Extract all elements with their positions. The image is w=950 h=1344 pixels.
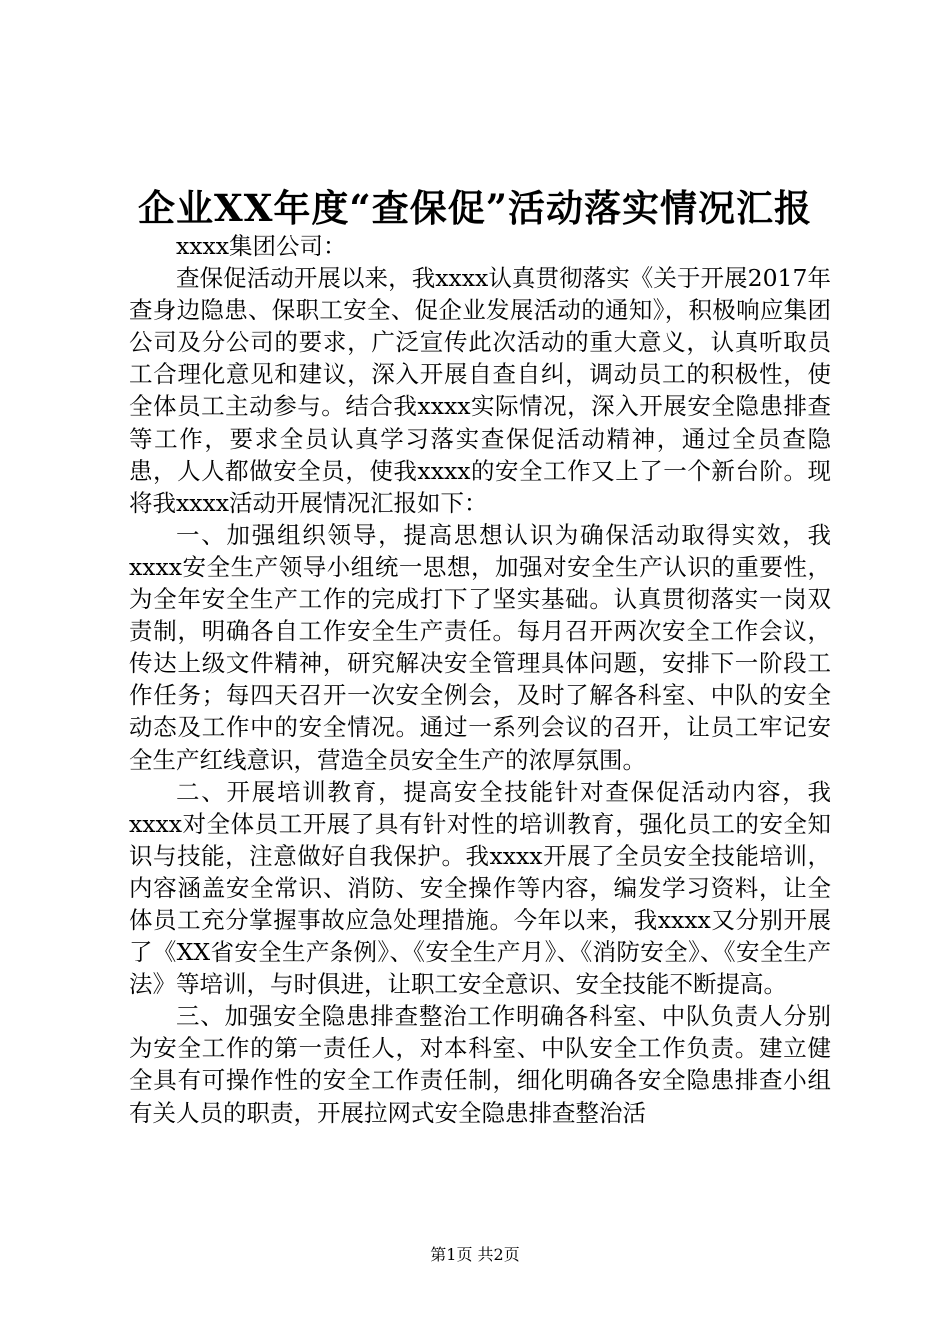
paragraph-section-3: 三、加强安全隐患排查整治工作明确各科室、中队负责人分别为安全工作的第一责任人，对本科室、中队安全工作负责。建立健全具有可操作性的安全工作责任制，细化明确各安全隐患排查小组有关人员的职责，开展拉网式安全隐患排查整治活 (129, 1002, 831, 1127)
page-footer: 第1页 共2页 (430, 1245, 520, 1264)
salutation: xxxx集团公司： (176, 232, 347, 260)
paragraph-intro: 查保促活动开展以来，我xxxx认真贯彻落实《关于开展2017年查身边隐患、保职工安全、促企业发展活动的通知》，积极响应集团公司及分公司的要求，广泛宣传此次活动的重大意义，认真听取员工合理化意见和建议，深入开展自查自纠，调动员工的积极性，使全体员工主动参与。结合我xxxx实际情况，深入开展安全隐患排查等工作，要求全员认真学习落实查保促活动精神，通过全员查隐患，人人都做安全员，使我xxxx的安全工作又上了一个新台阶。现将我xxxx活动开展情况汇报如下： (129, 264, 831, 517)
paragraph-section-1: 一、加强组织领导，提高思想认识为确保活动取得实效，我xxxx安全生产领导小组统一思想，加强对安全生产认识的重要性，为全年安全生产工作的完成打下了坚实基础。认真贯彻落实一岗双责制，明确各自工作安全生产责任。每月召开两次安全工作会议，传达上级文件精神，研究解决安全管理具体问题，安排下一阶段工作任务；每四天召开一次安全例会，及时了解各科室、中队的安全动态及工作中的安全情况。通过一系列会议的召开，让员工牢记安全生产红线意识，营造全员安全生产的浓厚氛围。 (129, 520, 831, 774)
paragraph-section-2: 二、开展培训教育，提高安全技能针对查保促活动内容，我xxxx对全体员工开展了具有针对性的培训教育，强化员工的安全知识与技能，注意做好自我保护。我xxxx开展了全员安全技能培训，内容涵盖安全常识、消防、安全操作等内容，编发学习资料，让全体员工充分掌握事故应急处理措施。今年以来，我xxxx又分别开展了《XX省安全生产条例》、《安全生产月》、《消防安全》、《安全生产法》等培训，与时俱进，让职工安全意识、安全技能不断提高。 (129, 777, 831, 999)
document-title: 企业XX年度“查保促”活动落实情况汇报 (138, 186, 812, 230)
document-body (129, 230, 831, 1129)
